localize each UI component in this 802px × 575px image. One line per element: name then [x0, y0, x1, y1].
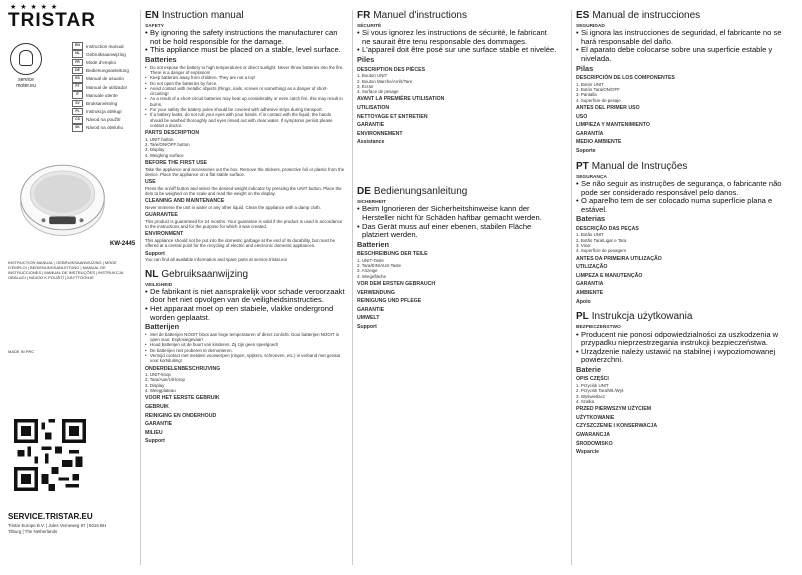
brand-stars: ★ ★ ★ ★ ★ [10, 4, 59, 11]
language-index-item [72, 50, 132, 58]
support-heading: Soporte [576, 148, 596, 155]
service-logo [9, 43, 43, 89]
guarantee-heading: GARANTIA [576, 281, 604, 288]
part-item: 2. Tare/ON/OFF button [145, 142, 190, 148]
cleaning-heading: REINIGING EN ONDERHOUD [145, 412, 217, 419]
use-heading: UTILIZAÇÃO [576, 264, 608, 271]
language-code: PT [72, 83, 83, 91]
language-index-item [72, 116, 132, 124]
safety-note: • O aparelho tem de ser colocado numa superfície plana e estável. [576, 197, 798, 214]
use-heading: USE [145, 179, 156, 186]
language-index-item [72, 42, 132, 50]
before-first-use-heading: VOR DEM ERSTEN GEBRAUCH [357, 281, 436, 288]
batteries-heading: Piles [357, 55, 375, 65]
column-3 [576, 10, 798, 570]
section-title-nl: NL Gebruiksaanwijzing [145, 268, 249, 280]
battery-warning: • Vermijd contact met metalen voorwerpen (ringen, spijkers, schroeven, etc.) in verband met gevaar voor kortsluiting! [145, 353, 345, 364]
batteries-heading: Pilas [576, 63, 594, 73]
before-first-use-text: Take the appliance and accessories out the box. Remove the stickers, protective foil or plastic from the device. Place the appliance on a flat stable surface. [145, 166, 345, 177]
kitchen-scale-image [15, 150, 110, 245]
use-text: Press the on/off button and select the desired weight indicator by pressing the UNIT button. Place the item to be weighed on the scale and read the weight on the display. [145, 185, 342, 197]
language-index-item [72, 67, 132, 75]
battery-warning: • As a result of a short-circuit batteries may heat up considerably or even catch fire, this may result in burns. [145, 96, 345, 107]
safety-heading: VEILIGHEID [145, 282, 173, 288]
cleaning-heading: REINIGUNG UND PFLEGE [357, 298, 422, 305]
battery-warning: • Keep batteries away from children. They are not a toy! [145, 75, 345, 80]
support-heading: Assistance [357, 139, 385, 146]
environment-heading: ENVIRONNEMENT [357, 130, 403, 137]
section-title-de: DE Bedienungsanleitung [357, 186, 468, 198]
language-label: Manual de utilizador [86, 84, 128, 90]
cleaning-heading: LIMPIEZA Y MANTENIMIENTO [576, 122, 650, 129]
language-index-item [72, 108, 132, 116]
battery-warning: • Avoid contact with metallic objects (Rings, nails, screws or something) as a danger of short-circuiting! [145, 86, 345, 97]
before-first-use-heading: ANTES DA PRIMEIRA UTILIZAÇÃO [576, 255, 662, 262]
environment-heading: UMWELT [357, 315, 380, 322]
batteries-list [145, 332, 345, 364]
support-heading: Support [145, 250, 165, 257]
before-first-use-heading: ANTES DEL PRIMER USO [576, 105, 640, 112]
parts-heading: BESCHREIBUNG DER TEILE [357, 251, 428, 258]
section-title-en: EN Instruction manual [145, 10, 244, 21]
safety-intro: • Si ignora las instrucciones de seguridad, el fabricante no se hará responsable del daño. [576, 29, 798, 46]
part-item: 4. Superfície de pesagem [576, 248, 627, 254]
part-item: 3. Écran [357, 83, 374, 89]
language-code: EN [72, 42, 83, 50]
before-first-use-heading: AVANT LA PREMIÈRE UTILISATION [357, 96, 445, 103]
column-2 [357, 10, 557, 570]
safety-heading: SEGURIDAD [576, 24, 605, 29]
use-heading: USO [576, 113, 588, 120]
part-item: 1. Bouton UNIT [357, 73, 388, 79]
support-heading: Support [357, 324, 377, 331]
language-index-item [72, 83, 132, 91]
use-heading: GEBRUIK [145, 403, 169, 410]
parts-heading: DESCRIÇÃO DAS PEÇAS [576, 225, 639, 232]
column-divider [352, 10, 353, 565]
environment-heading: ENVIRONMENT [145, 231, 184, 238]
safety-heading: SEGURANÇA [576, 174, 607, 180]
language-label: Mode d'emploi [86, 59, 116, 65]
guarantee-heading: GUARANTEE [145, 212, 178, 219]
language-label: Instruction manual [86, 43, 124, 49]
battery-warning: • Stel de batterijen NOOIT bloot aan hoge temperaturen of direct zonlicht. Gooi batterijen NOOIT in open vuur. Explosiegevaar! [145, 332, 345, 343]
safety-heading: SÉCURITÉ [357, 24, 382, 29]
safety-heading: SICHERHEIT [357, 200, 387, 206]
language-label: Manuale utente [86, 92, 118, 98]
language-index-item [72, 99, 132, 107]
part-item: 2. Botão Tara/Ligar e Tara [576, 237, 627, 243]
cleaning-heading: LIMPEZA E MANUTENÇÃO [576, 272, 643, 279]
guarantee-text: This product is guaranteed for 24 months. Your guarantee is valid if the product is used in accordance to the instructions and for the purpose for which it was created. [145, 218, 343, 230]
safety-intro: • Beim Ignorieren der Sicherheitshinweise kann der Hersteller nicht für Schäden haftbar gemacht werden. [357, 205, 557, 222]
part-item: 4. Weegplateau [145, 388, 176, 394]
cleaning-heading: CLEANING AND MAINTENANCE [145, 198, 225, 205]
cleaning-heading: NETTOYAGE ET ENTRETIEN [357, 113, 428, 120]
service-logo-text: service moter.eu [16, 77, 36, 89]
parts-list [576, 82, 798, 103]
parts-list [357, 73, 557, 94]
guarantee-heading: GARANTIE [145, 421, 173, 428]
language-code: SV [72, 100, 83, 108]
company-address: Tristar Europe B.V. | Jules Verneweg 87 | 5015 BH Tilburg | The Netherlands [8, 523, 107, 534]
part-item: 4. Superficie de pesaje [576, 97, 621, 103]
parts-heading: PARTS DESCRIPTION [145, 130, 200, 137]
manual-languages-header: INSTRUCTION MANUAL | GEBRUIKSAANWIJZING | MODE D'EMPLOI | BEDIENUNGSANLEITUNG | MANUAL DE INSTRUCCIONES | MANUAL DE INSTRUÇÕES | INSTRUKCJA OBSŁUGI | NÁVOD K POUŽITÍ | KÄYTTÖOHJE [8, 260, 124, 280]
parts-heading: ONDERDELENBESCHRIJVING [145, 365, 221, 372]
safety-note: • Het apparaat moet op een stabiele, vlakke ondergrond worden geplaatst. [145, 305, 345, 322]
language-code: CS [72, 116, 83, 124]
part-item: 1. UNIT-Taste [357, 257, 384, 263]
language-label: Instrukcja obsługi [86, 109, 122, 115]
parts-heading: DESCRIPCIÓN DE LOS COMPONENTES [576, 75, 675, 82]
model-number: KW-2445 [110, 241, 136, 247]
guarantee-heading: GARANTIE [357, 306, 385, 313]
safety-heading: BEZPIECZEŃSTWO [576, 325, 621, 331]
part-item: 2. Botón Tara/ON/OFF [576, 87, 620, 93]
language-label: Bruksanvisning [86, 100, 118, 106]
part-item: 4. Weighing surface [145, 152, 184, 158]
safety-intro: • Se não seguir as instruções de segurança, o fabricante não pode ser considerado responsável pelo danos. [576, 180, 798, 197]
cleaning-text: Never immerse the unit in water or any other liquid. Clean the appliance with a damp cloth. [145, 204, 321, 210]
part-item: 1. UNIT-knop [145, 372, 171, 378]
safety-intro: • Si vous ignorez les instructions de sécurité, le fabricant ne saurait être tenu responsable des dommages. [357, 29, 557, 46]
language-code: FR [72, 59, 83, 67]
language-label: Návod na obsluhu [86, 125, 124, 131]
language-index-item [72, 75, 132, 83]
section-title-es: ES Manual de instrucciones [576, 10, 701, 21]
environment-heading: MEDIO AMBIENTE [576, 139, 622, 146]
battery-warning: • De batterijen niet proberen te demonteren. [145, 348, 345, 353]
language-code: IT [72, 91, 83, 99]
parts-list [576, 232, 798, 253]
environment-text: This appliance should not be put into the domestic garbage at the end of its durability, but must be offered at a central point for the recycling of electric and electronic domestic appliances. [145, 238, 336, 249]
part-item: 1. UNIT button [145, 136, 174, 142]
column-divider [571, 10, 572, 565]
part-item: 1. Przycisk UNIT [576, 383, 609, 389]
language-label: Manual de usuario [86, 76, 124, 82]
support-heading: Support [145, 438, 165, 445]
column-1 [145, 10, 345, 570]
safety-note: • This appliance must be placed on a stable, level surface. [145, 46, 345, 55]
brand-logo: TRISTAR [8, 10, 96, 31]
language-index-item [72, 91, 132, 99]
support-heading: Apoio [576, 298, 591, 305]
part-item: 2. Bouton Marche/Arrêt/Tare [357, 78, 413, 84]
parts-list [145, 372, 345, 393]
batteries-list [145, 65, 345, 129]
language-code: ES [72, 75, 83, 83]
language-label: Gebruiksaanwijzing [86, 51, 126, 57]
safety-note: • L'appareil doit être posé sur une surface stable et nivelée. [357, 46, 557, 55]
guarantee-heading: GWARANCJA [576, 432, 611, 439]
service-icon [10, 43, 42, 75]
environment-heading: AMBIENTE [576, 290, 604, 297]
parts-list [576, 383, 798, 404]
part-item: 3. Pantalla [576, 92, 597, 98]
made-in-label: MADE IN PRC [8, 349, 35, 354]
column-divider [140, 10, 141, 565]
part-item: 4. Szalka [576, 398, 595, 404]
batteries-heading: Batterien [357, 239, 390, 249]
cover-panel [0, 0, 138, 575]
part-item: 3. Anzeige [357, 268, 378, 274]
before-first-use-heading: VOOR HET EERSTE GEBRUIK [145, 395, 220, 402]
section-title-fr: FR Manuel d'instructions [357, 10, 467, 21]
environment-heading: ŚRODOWISKO [576, 440, 613, 447]
part-item: 4. Wiegefläche [357, 273, 387, 279]
safety-note: • Urządzenie należy ustawić na stabilnej i wypoziomowanej powierzchni. [576, 348, 798, 365]
guarantee-heading: GARANTÍA [576, 130, 604, 137]
safety-intro: • De fabrikant is niet aansprakelijk voor schade veroorzaakt door het niet opvolgen van de veiligheidsinstructies. [145, 288, 345, 305]
battery-warning: • Do not expose the battery to high temperatures or direct sunlight. Never throw batteries into the fire. There is a danger of explosion! [145, 65, 345, 76]
part-item: 4. Surface de pesage [357, 89, 399, 95]
parts-heading: OPIS CZĘŚCI [576, 376, 609, 383]
safety-note: • El aparato debe colocarse sobre una superficie estable y nivelada. [576, 46, 798, 63]
parts-heading: DESCRIPTION DES PIÈCES [357, 66, 426, 73]
part-item: 3. Display [145, 382, 165, 388]
guarantee-heading: GARANTIE [357, 122, 385, 129]
part-item: 2. Tara/Aan/Uit-knop [145, 377, 185, 383]
language-index [72, 42, 132, 132]
support-text: You can find all available information and spare parts at service.tristar.eu! [145, 257, 288, 263]
safety-heading: SAFETY [145, 24, 164, 29]
safety-note: • Das Gerät muss auf einer ebenen, stabilen Fläche platziert werden. [357, 223, 557, 240]
batteries-heading: Batterijen [145, 322, 180, 332]
batteries-heading: Baterie [576, 364, 602, 374]
part-item: 2. Przycisk Tara/Wł./Wył. [576, 388, 625, 394]
use-heading: VERWENDUNG [357, 289, 395, 296]
support-heading: Wsparcie [576, 449, 600, 456]
language-label: Návod na použití [86, 117, 121, 123]
language-code: NL [72, 50, 83, 58]
batteries-heading: Baterias [576, 214, 606, 224]
language-index-item [72, 58, 132, 66]
part-item: 2. Tara/EIN/AUS-Taste [357, 263, 402, 269]
part-item: 3. Wyświetlacz [576, 393, 605, 399]
section-title-pt: PT Manual de Instruções [576, 160, 688, 172]
batteries-heading: Batteries [145, 55, 177, 65]
part-item: 3. Display [145, 147, 165, 153]
language-code: PL [72, 108, 83, 116]
language-code: DE [72, 67, 83, 75]
parts-list [357, 258, 557, 279]
environment-heading: MILIEU [145, 429, 163, 436]
part-item: 3. Visor [576, 243, 591, 249]
language-code: SK [72, 124, 83, 132]
battery-warning: • Do not open the batteries by force. [145, 81, 345, 86]
part-item: 1. Botón UNIT [576, 81, 604, 87]
parts-list [145, 137, 345, 158]
safety-intro: • By ignoring the safety instructions the manufacturer can not be hold responsible for the damage. [145, 29, 345, 46]
battery-warning: • If a battery leaks, do not rub your eyes with your hands. If in contact with the liquid, the hands should be washed thoroughly and eyes rinsed out with clear water. If symptoms persist please contact a doctor. [145, 112, 345, 128]
language-label: Bedienungsanleitung [86, 68, 129, 74]
language-index-item [72, 124, 132, 132]
section-title-pl: PL Instrukcja użytkowania [576, 311, 693, 323]
use-heading: UŻYTKOWANIE [576, 414, 615, 421]
before-first-use-heading: BEFORE THE FIRST USE [145, 160, 207, 167]
service-url[interactable]: SERVICE.TRISTAR.EU [8, 512, 93, 521]
part-item: 1. Botão UNIT [576, 232, 604, 238]
safety-intro: • Producent nie ponosi odpowiedzialności za uszkodzenia w przypadku nieprzestrzegania instrukcji bezpieczeństwa. [576, 331, 798, 348]
use-heading: UTILISATION [357, 105, 390, 112]
battery-warning: • Houd batterijen uit de buurt van kinderen. Zij zijn geen speelgoed! [145, 342, 345, 347]
qr-code-icon [14, 419, 86, 491]
battery-warning: • For your safety the battery poles should be covered with adhesive strips during transport. [145, 107, 345, 112]
before-first-use-heading: PRZED PIERWSZYM UŻYCIEM [576, 406, 652, 413]
cleaning-heading: CZYSZCZENIE I KONSERWACJA [576, 423, 658, 430]
